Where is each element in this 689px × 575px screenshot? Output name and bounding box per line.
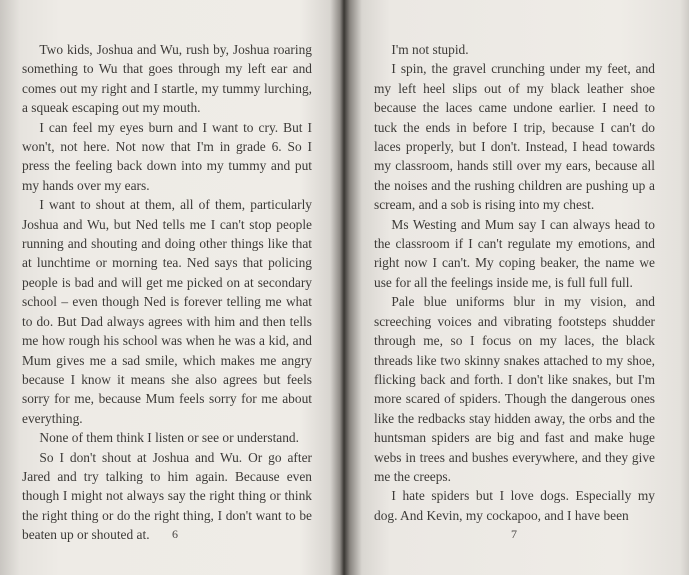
- paragraph: So I don't shout at Joshua and Wu. Or go after Jared and try talking to him again. Because even though I might not always say the right thing or think the right thing or do the right thing, I don't want to be beaten up or shouted at.: [22, 449, 312, 543]
- paragraph: None of them think I listen or see or understand.: [39, 430, 299, 446]
- paragraph: Ms Westing and Mum say I can always head to the classroom if I can't regulate my emotions, and right now I can't. My coping beaker, the name we use for all the feelings inside me, is full full full.: [374, 216, 655, 290]
- paragraph: I want to shout at them, all of them, particularly Joshua and Wu, but Ned tells me I can't stop people running and shouting and doing other things like that at lunchtime or morning tea. Ned says that policing people is bad and will get me picked on at secondary school – even though Ned is forever telling me what to do. But Dad always agrees with him and then tells me how rough his school was when he was a kid, and Mum gives me a sad smile, which makes me angry because I know it means she also agrees but feels sorry for me, because Mum feels sorry for me about everything.: [22, 197, 312, 426]
- paragraph: Pale blue uniforms blur in my vision, and screeching voices and vibrating footsteps shudder through me, so I focus on my laces, the black threads like two skinny snakes attached to my shoe, flicking back and forth. I don't like snakes, but I'm more scared of spiders. Though the dangerous ones like the redbacks stay hidden away, the orbs and the huntsman spiders are big and fast and make huge webs in trees and bushes everywhere, and they give me the creeps.: [374, 294, 655, 484]
- paragraph: I'm not stupid.: [391, 42, 469, 57]
- right-page: [374, 40, 655, 525]
- page-number: 6: [172, 527, 178, 541]
- left-page: [22, 40, 312, 545]
- paragraph: I spin, the gravel crunching under my feet, and my left heel slips out of my black leather shoe because the laces came undone earlier. I need to tuck the ends in before I trip, because I can't do laces properly, but I don't. Instead, I head towards my classroom, hands still over my ears, because all the noises and the rushing children are pushing up a scream, and a sob is rising into my chest.: [374, 61, 655, 213]
- paragraph: I can feel my eyes burn and I want to cry. But I won't, not here. Not now that I'm in grade 6. So I press the feeling back down into my tummy and put my hands over my ears.: [22, 119, 312, 193]
- paragraph: I hate spiders but I love dogs. Especially my dog. And Kevin, my cockapoo, and I have been: [374, 488, 655, 523]
- page-number: 7: [511, 527, 517, 541]
- paragraph: Two kids, Joshua and Wu, rush by, Joshua roaring something to Wu that goes through my left ear and comes out my right and I startle, my tummy lurching, a squeak escaping out my mouth.: [22, 42, 312, 116]
